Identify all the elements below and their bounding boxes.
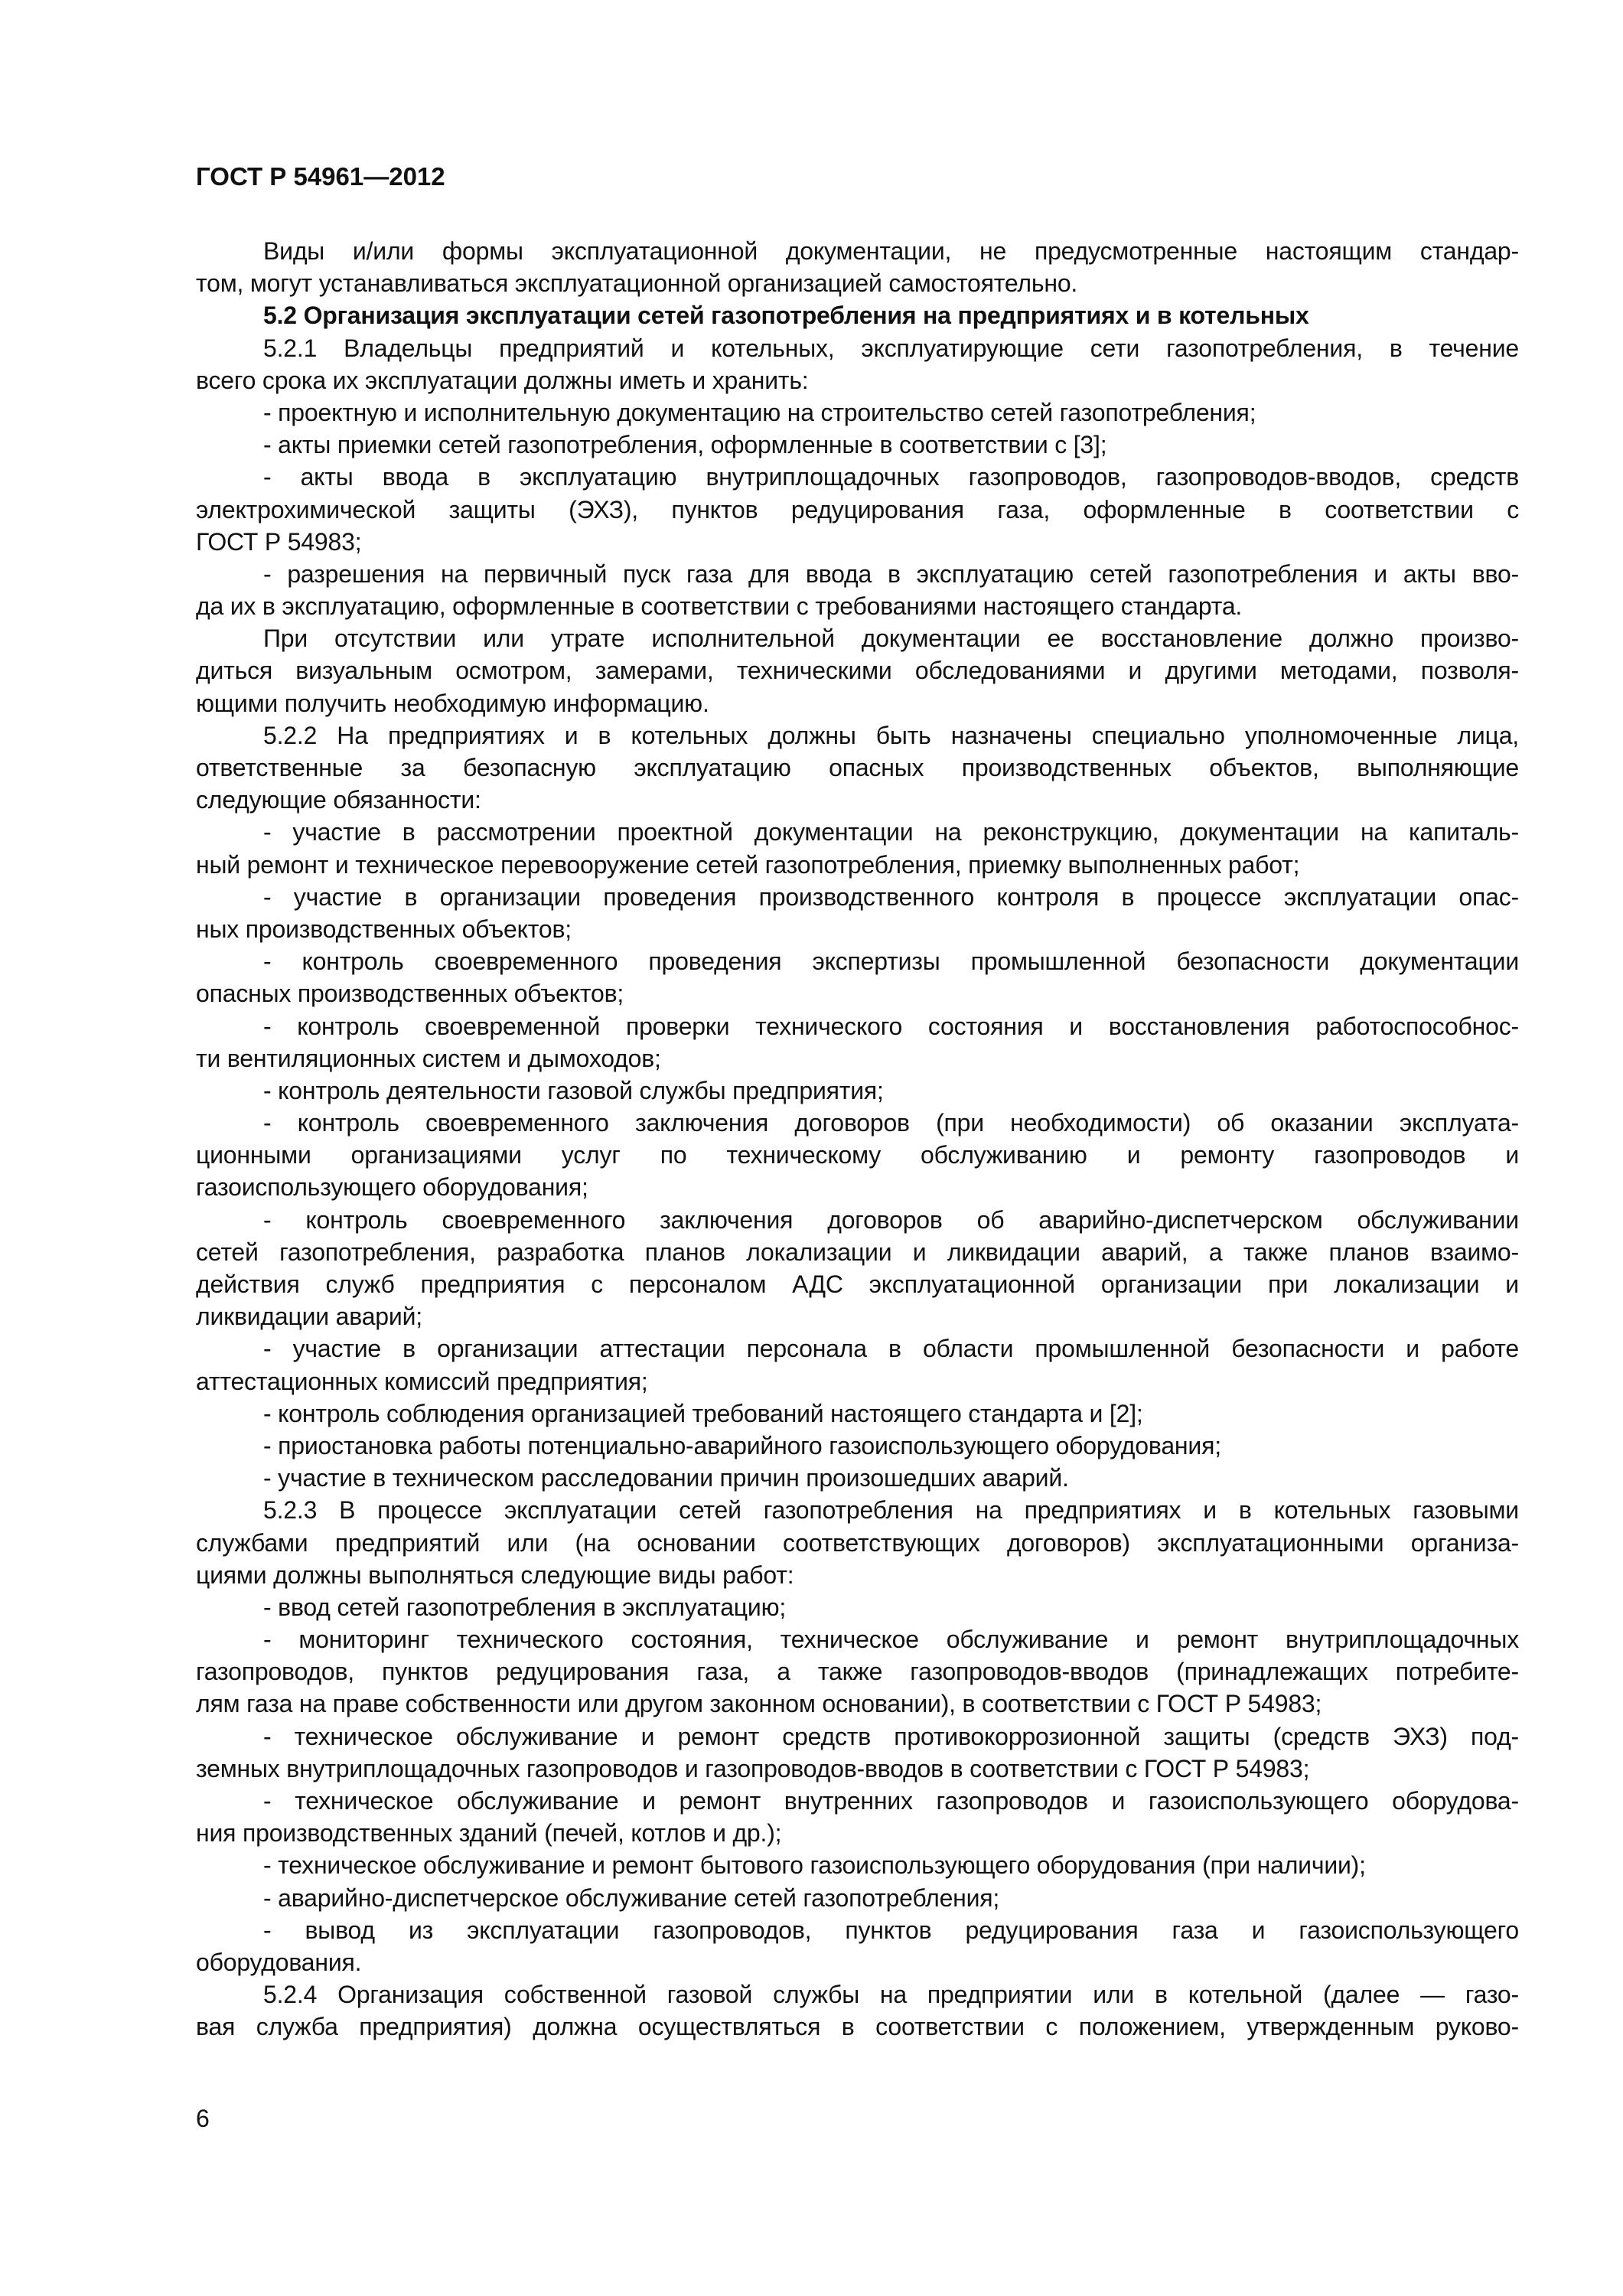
paragraph <box>196 945 1519 1009</box>
text-line: - контроль соблюдения организацией требований настоящего стандарта и [2]; <box>263 1399 1143 1427</box>
text-line: следующие обязанности: <box>196 786 481 814</box>
paragraph <box>196 461 1519 558</box>
text-line: - акты ввода в эксплуатацию внутриплощадочных газопроводов, газопроводов-вводов, средств <box>263 463 1519 491</box>
text-line: оборудования. <box>196 1948 362 1976</box>
text-line: - техническое обслуживание и ремонт бытового газоиспользующего оборудования (при наличии); <box>263 1851 1366 1880</box>
text-line: - мониторинг технического состояния, техническое обслуживание и ремонт внутриплощадочных <box>263 1626 1519 1654</box>
text-line: ющими получить необходимую информацию. <box>196 689 709 717</box>
paragraph <box>196 1978 1519 2043</box>
text-line: том, могут устанавливаться эксплуатационной организацией самостоятельно. <box>196 269 1078 298</box>
paragraph <box>196 622 1519 719</box>
text-line: - акты приемки сетей газопотребления, оформленные в соответствии с [3]; <box>263 431 1107 459</box>
paragraph <box>196 1430 1519 1462</box>
text-line: При отсутствии или утрате исполнительной документации ее восстановление должно произво- <box>263 625 1519 653</box>
text-line: - участие в организации аттестации персонала в области промышленной безопасности и работе <box>263 1335 1519 1363</box>
text-line: - проектную и исполнительную документацию на строительство сетей газопотребления; <box>263 398 1256 426</box>
paragraph <box>196 396 1519 429</box>
text-line: ти вентиляционных систем и дымоходов; <box>196 1044 661 1072</box>
paragraph <box>196 816 1519 880</box>
text-line: - контроль своевременного заключения договоров (при необходимости) об оказании эксплуата- <box>263 1109 1519 1137</box>
text-line: всего срока их эксплуатации должны иметь и хранить: <box>196 366 809 394</box>
text-line: - контроль своевременного проведения экспертизы промышленной безопасности документации <box>263 947 1519 976</box>
text-line: - вывод из эксплуатации газопроводов, пунктов редуцирования газа и газоиспользующего <box>263 1916 1519 1944</box>
paragraph <box>196 1720 1519 1785</box>
text-line: электрохимической защиты (ЭХЗ), пунктов редуцирования газа, оформленные в соответствии с <box>196 495 1519 523</box>
paragraph <box>196 1204 1519 1333</box>
text-line: - техническое обслуживание и ремонт средств противокоррозионной защиты (средств ЭХЗ) под- <box>263 1722 1519 1750</box>
text-line: Виды и/или формы эксплуатационной документации, не предусмотренные настоящим стандар- <box>263 237 1519 265</box>
text-line: - контроль деятельности газовой службы предприятия; <box>263 1076 884 1104</box>
text-line: ния производственных зданий (печей, котлов и др.); <box>196 1819 782 1848</box>
text-line: 5.2.2 На предприятиях и в котельных должны быть назначены специально уполномоченные лица, <box>263 721 1519 749</box>
section-heading <box>196 299 1519 331</box>
text-line: - контроль своевременной проверки технического состояния и восстановления работоспособнос- <box>263 1012 1519 1040</box>
text-line: диться визуальным осмотром, замерами, техническими обследованиями и другими методами, позволя- <box>196 657 1519 685</box>
paragraph <box>196 558 1519 622</box>
text-line: 5.2.3 В процессе эксплуатации сетей газопотребления на предприятиях и в котельных газовыми <box>263 1496 1519 1525</box>
paragraph <box>196 1623 1519 1720</box>
text-line: 5.2.1 Владельцы предприятий и котельных, эксплуатирующие сети газопотребления, в течение <box>263 334 1519 362</box>
paragraph <box>196 1010 1519 1075</box>
paragraph <box>196 1785 1519 1849</box>
text-line: ликвидации аварий; <box>196 1303 422 1331</box>
paragraph <box>196 1494 1519 1591</box>
paragraph <box>196 1397 1519 1430</box>
paragraph <box>196 332 1519 396</box>
text-line: - разрешения на первичный пуск газа для ввода в эксплуатацию сетей газопотребления и акты вво- <box>263 559 1519 588</box>
paragraph <box>196 881 1519 945</box>
text-line: действия служб предприятия с персоналом АДС эксплуатационной организации при локализации и <box>196 1270 1519 1298</box>
text-line: да их в эксплуатацию, оформленные в соответствии с требованиями настоящего стандарта. <box>196 592 1243 621</box>
paragraph <box>196 719 1519 817</box>
text-line: земных внутриплощадочных газопроводов и газопроводов-вводов в соответствии с ГОСТ Р 54983; <box>196 1754 1310 1782</box>
text-line: 5.2.4 Организация собственной газовой службы на предприятии или в котельной (далее — газо- <box>263 1981 1519 2009</box>
text-line: службами предприятий или (на основании соответствующих договоров) эксплуатационными организа- <box>196 1528 1519 1557</box>
paragraph <box>196 1332 1519 1397</box>
text-line: - контроль своевременного заключения договоров об аварийно-диспетчерском обслуживании <box>263 1205 1519 1234</box>
text-line: - ввод сетей газопотребления в эксплуатацию; <box>263 1593 787 1621</box>
text-line: - приостановка работы потенциально-аварийного газоиспользующего оборудования; <box>263 1431 1221 1459</box>
text-line: газоиспользующего оборудования; <box>196 1173 588 1202</box>
text-line: опасных производственных объектов; <box>196 980 624 1008</box>
text-line: 5.2 Организация эксплуатации сетей газопотребления на предприятиях и в котельных <box>263 302 1309 330</box>
text-line: ГОСТ Р 54983; <box>196 527 362 556</box>
text-line: газопроводов, пунктов редуцирования газа, а также газопроводов-вводов (принадлежащих потребите- <box>196 1658 1519 1686</box>
paragraph <box>196 1849 1519 1881</box>
text-line: - участие в техническом расследовании причин произошедших аварий. <box>263 1464 1069 1492</box>
paragraph <box>196 1914 1519 1978</box>
document-header: ГОСТ Р 54961—2012 <box>196 162 445 191</box>
text-line: сетей газопотребления, разработка планов локализации и ликвидации аварий, а также планов взаимо- <box>196 1238 1519 1266</box>
paragraph <box>196 235 1519 299</box>
page-number: 6 <box>196 2105 210 2132</box>
paragraph <box>196 1075 1519 1107</box>
text-line: ный ремонт и техническое перевооружение сетей газопотребления, приемку выполненных работ; <box>196 850 1300 879</box>
text-line: аттестационных комиссий предприятия; <box>196 1367 648 1395</box>
text-line: - аварийно-диспетчерское обслуживание сетей газопотребления; <box>263 1883 1000 1912</box>
paragraph <box>196 1107 1519 1204</box>
text-line: ных производственных объектов; <box>196 915 572 943</box>
paragraph <box>196 1591 1519 1623</box>
text-line: циями должны выполняться следующие виды работ: <box>196 1561 794 1589</box>
text-line: лям газа на праве собственности или другом законном основании), в соответствии с ГОСТ Р 54983; <box>196 1690 1322 1718</box>
text-line: ционными организациями услуг по техническому обслуживанию и ремонту газопроводов и <box>196 1141 1519 1169</box>
text-line: - участие в организации проведения производственного контроля в процессе эксплуатации опас- <box>263 882 1519 911</box>
text-line: - участие в рассмотрении проектной документации на реконструкцию, документации на капиталь- <box>263 818 1519 846</box>
text-line: ответственные за безопасную эксплуатацию опасных производственных объектов, выполняющие <box>196 754 1519 781</box>
text-line: - техническое обслуживание и ремонт внутренних газопроводов и газоиспользующего оборудова- <box>263 1787 1519 1815</box>
paragraph <box>196 1882 1519 1914</box>
paragraph <box>196 1462 1519 1494</box>
paragraph <box>196 429 1519 461</box>
document-body <box>196 235 1519 2043</box>
text-line: вая служба предприятия) должна осуществляться в соответствии с положением, утвержденным руково- <box>196 2013 1519 2041</box>
